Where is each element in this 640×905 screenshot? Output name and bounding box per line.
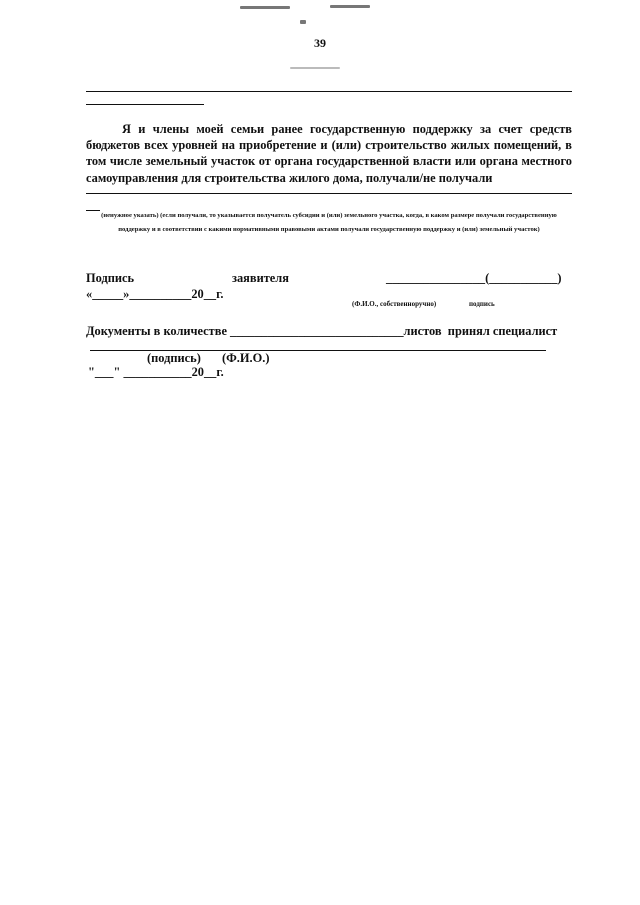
specialist-fio-caption: (Ф.И.О.) <box>222 351 270 365</box>
scan-artifact <box>240 6 290 9</box>
statement-note: (ненужное указать) (если получали, то указывается получатель субсидии и (или) земельного участка, когда, в каком размере получали государственную поддержку и в соответствии с какими нормативными правовыми актами получали государственную поддержку и (или) земельный участок) <box>101 212 557 233</box>
scan-artifact <box>330 5 370 8</box>
signature-label: Подпись <box>86 271 135 285</box>
applicant-sign-field: ________________(___________) <box>386 271 562 285</box>
documents-line: Документы в количестве ____________________________листов принял специалист <box>86 324 558 338</box>
sign-caption: подпись <box>469 300 495 308</box>
statement-paragraph: Я и члены моей семьи ранее государственную поддержку за счет средств бюджетов всех уровней на приобретение и (или) строительство жилых помещений, в том числе земельный участок от органа государственной власти или органа местного самоуправления для строительства жилого дома, получали/не получали <box>86 122 572 185</box>
fio-caption: (Ф.И.О., собственноручно) <box>352 300 437 308</box>
applicant-date-line: «_____»__________20__г. <box>86 287 224 301</box>
specialist-sign-caption: (подпись) <box>147 351 201 365</box>
applicant-label: заявителя <box>232 271 289 285</box>
statement-fill-line <box>86 193 572 194</box>
scan-artifact <box>290 67 340 69</box>
top-short-line <box>86 104 204 105</box>
scan-artifact <box>300 20 306 24</box>
specialist-date-line: "___" ___________20__г. <box>88 365 224 379</box>
page-number: 39 <box>314 36 326 50</box>
top-fill-line <box>86 91 572 92</box>
